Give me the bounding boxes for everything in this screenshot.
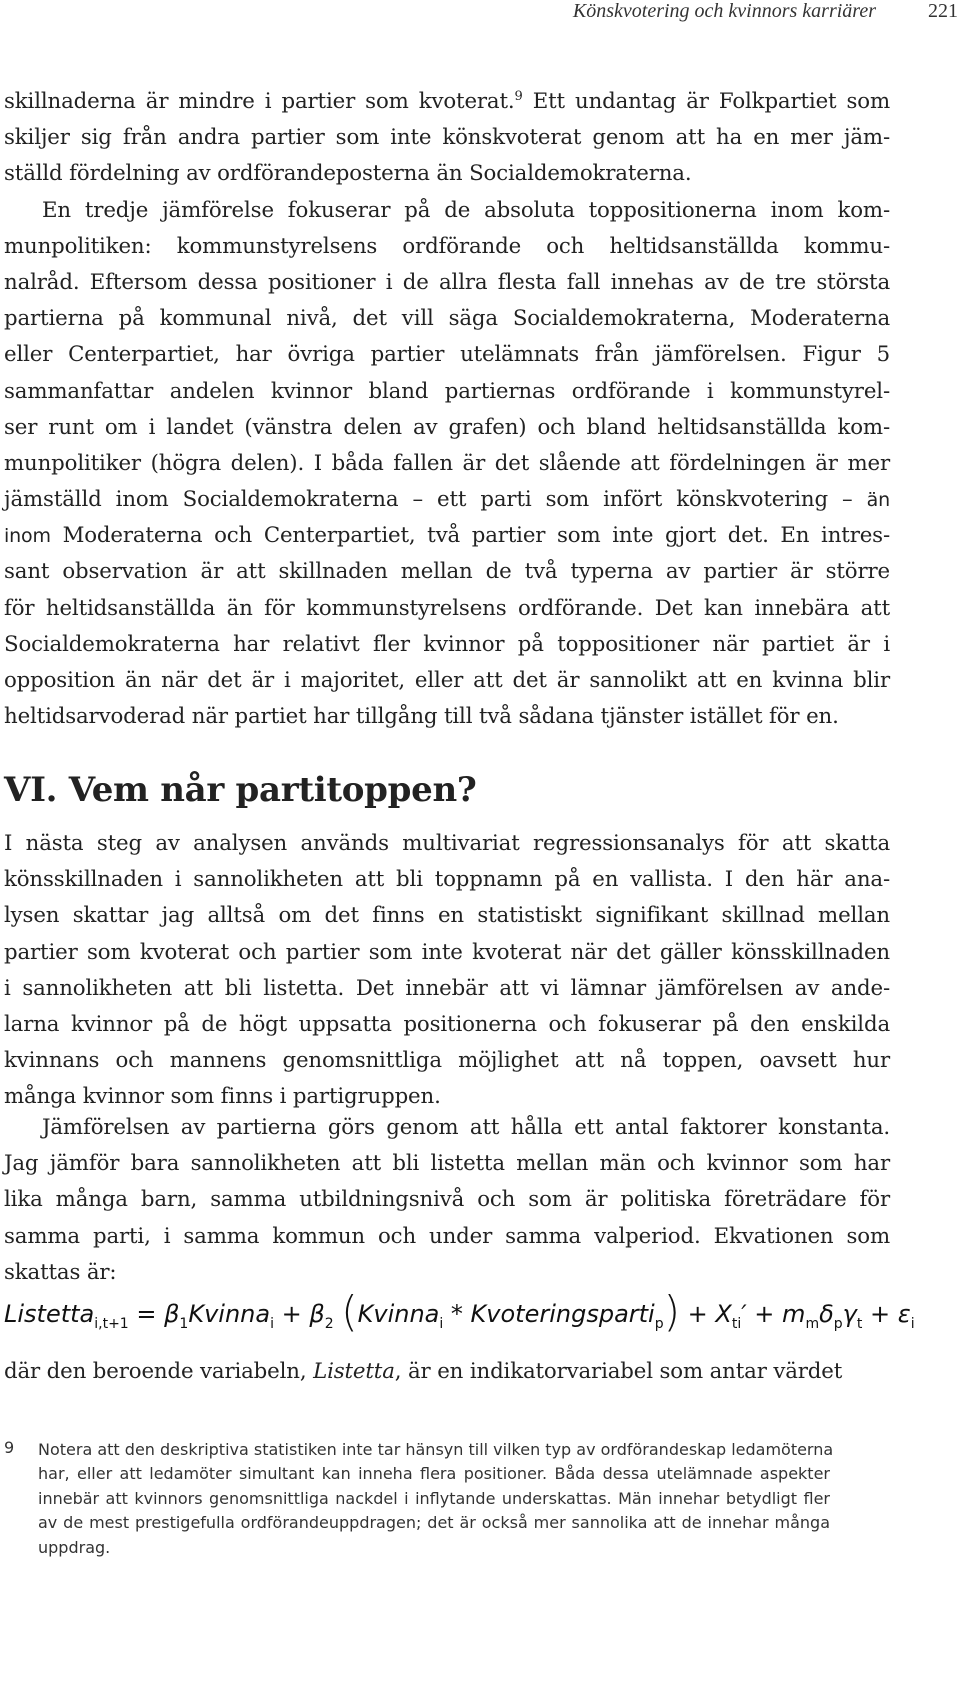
footnote-line: Notera att den deskriptiva statistiken inte tar hänsyn till vilken typ av ordförandeskap ledamöterna <box>38 1440 834 1459</box>
text-line: munpolitiker (högra delen). I båda fallen är det slående att fördelningen är mer <box>4 450 890 476</box>
footnote-line: innebär att kvinnors genomsnittliga nackdel i inflytande underskattas. Män innehar betydligt fler <box>38 1488 830 1508</box>
paragraph-3 <box>4 826 890 1116</box>
text-line: larna kvinnor på de högt uppsatta positionerna och fokuserar på den enskilda <box>4 1011 890 1037</box>
text-line: i sannolikheten att bli listetta. Det innebär att vi lämnar jämförelsen av ande- <box>4 975 890 1001</box>
italic-term: Listetta <box>313 1359 395 1384</box>
text-line: skattas är: <box>4 1259 117 1285</box>
text-line: Socialdemokraterna har relativt fler kvinnor på toppositioner när partiet är i <box>4 631 890 657</box>
text-line: sant observation är att skillnaden mellan de två typerna av partier är större <box>4 559 890 585</box>
section-heading: VI. Vem når partitoppen? <box>4 770 477 810</box>
footnote-text <box>38 1438 834 1560</box>
text-line: Jämförelsen av partierna görs genom att hålla ett antal faktorer konstanta. <box>42 1115 890 1140</box>
text-line: En tredje jämförelse fokuserar på de absoluta toppositionerna inom kom- <box>42 197 890 223</box>
text-line: ser runt om i landet (vänstra delen av grafen) och bland heltidsanställda kom- <box>4 414 890 440</box>
text-line: munpolitiken: kommunstyrelsens ordförande och heltidsanställda kommu- <box>4 233 890 259</box>
regression-equation: Listetta$_{i,t+1}$ = $\beta_1Kvinna_i + \beta_2$ (Kvinna$_i$ * Kvoteringsparti$_p$) + $X_{ti}' + m_m\delta_p\gamma_t + \varepsilon_i$ <box>4 1287 915 1336</box>
text-line: sammanfattar andelen kvinnor bland partiernas ordförande i kommunstyrel- <box>4 378 890 404</box>
paragraph-5 <box>4 1354 890 1390</box>
text-line: lika många barn, samma utbildningsnivå och som är politiska företrädare för <box>4 1187 890 1213</box>
sans-word-inom: inom <box>4 525 51 548</box>
text-line: könsskillnaden i sannolikheten att bli toppnamn på en vallista. I den här ana- <box>4 867 890 893</box>
text-line: I nästa steg av analysen används multivariat regressionsanalys för att skatta <box>4 831 890 856</box>
text-line: eller Centerpartiet, har övriga partier utelämnats från jämförelsen. Figur 5 <box>4 342 890 368</box>
text-line: partierna på kommunal nivå, det vill säga Socialdemokraterna, Moderaterna <box>4 306 890 332</box>
footnote-line: av de mest prestigefulla ordförandeuppdragen; det är också mer sannolika att de innehar många <box>38 1513 830 1533</box>
text-line: opposition än när det är i majoritet, eller att det är sannolikt att en kvinna blir <box>4 668 890 694</box>
paragraph-4 <box>4 1110 890 1291</box>
text-line: partier som kvoterat och partier som inte kvoterat när det gäller könsskillnaden <box>4 939 890 965</box>
text-line: samma parti, i samma kommun och under samma valperiod. Ekvationen som <box>4 1223 890 1249</box>
text-line: jämställd inom Socialdemokraterna – ett parti som infört könskvotering – än <box>4 487 890 513</box>
running-header-title: Könskvotering och kvinnors karriärer <box>572 0 876 22</box>
text-line: skillnaderna är mindre i partier som kvoterat.$^9$ Ett undantag är Folkpartiet som <box>4 89 890 114</box>
text-line: skiljer sig från andra partier som inte könskvoterat genom att ha en mer jäm- <box>4 125 890 151</box>
footnote-line: uppdrag. <box>38 1537 111 1557</box>
page-number: 221 <box>928 0 958 22</box>
text-line: för heltidsanställda än för kommunstyrelsens ordförande. Det kan innebära att <box>4 595 890 621</box>
paragraph-1 <box>4 84 890 193</box>
text-line: Jag jämför bara sannolikheten att bli listetta mellan män och kvinnor som har <box>4 1151 890 1177</box>
footnote-ref-9[interactable]: 9 <box>514 89 523 104</box>
text-line: kvinnans och mannens genomsnittliga möjlighet att nå toppen, oavsett hur <box>4 1048 890 1074</box>
text-line: nalråd. Eftersom dessa positioner i de allra flesta fall innehas av de tre största <box>4 269 890 295</box>
footnote-number: 9 <box>4 1438 15 1457</box>
text-line: ställd fördelning av ordförandeposterna än Socialdemokraterna. <box>4 161 692 187</box>
sans-word-an: än <box>866 489 890 512</box>
text-line: där den beroende variabeln, Listetta, är en indikatorvariabel som antar värdet <box>4 1359 843 1384</box>
text-line: lysen skattar jag alltså om det finns en statistiskt signifikant skillnad mellan <box>4 903 890 929</box>
text-line: många kvinnor som finns i partigruppen. <box>4 1084 441 1110</box>
running-header <box>0 0 960 30</box>
paragraph-2 <box>4 193 890 736</box>
text-line: heltidsarvoderad när partiet har tillgång till två sådana tjänster istället för en. <box>4 704 839 730</box>
footnote-line: har, eller att ledamöter simultant kan inneha flera positioner. Båda dessa utelämnade aspekter <box>38 1464 830 1484</box>
text-line: inom Moderaterna och Centerpartiet, två partier som inte gjort det. En intres- <box>4 523 890 549</box>
